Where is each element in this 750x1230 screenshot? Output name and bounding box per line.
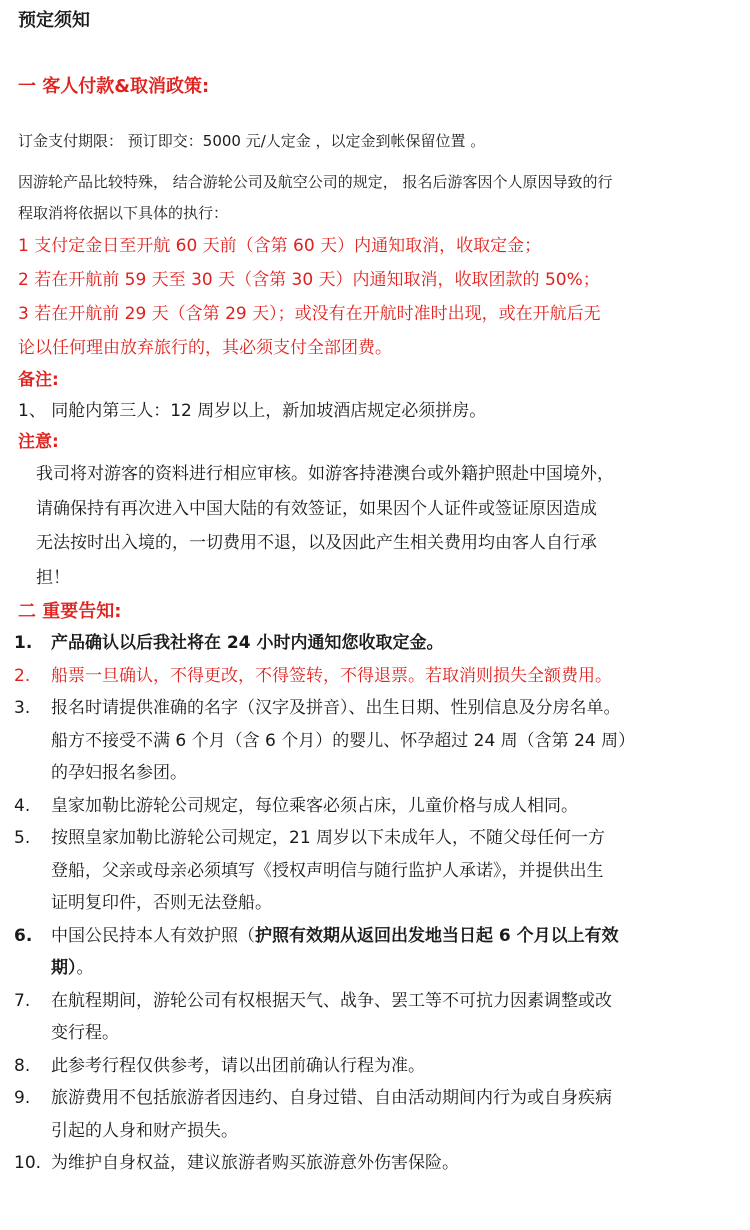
list-item — [14, 920, 736, 985]
cancel-rule-3-cont: 论以任何理由放弃旅行的，其必须支付全部团费。 — [18, 338, 392, 358]
list-item — [14, 985, 736, 1050]
item-text-line: 在航程期间，游轮公司有权根据天气、战争、罢工等不可抗力因素调整或改 — [51, 990, 612, 1011]
notice-line-2: 请确保持有再次进入中国大陆的有效签证，如果因个人证件或签证原因造成 — [36, 498, 597, 519]
list-item — [14, 822, 736, 920]
item-text-line — [51, 920, 736, 953]
item-number: 10. — [14, 1153, 42, 1173]
deposit-line: 订金支付期限： 预订即交：5000 元/人定金 ，以定金到帐保留位置 。 — [18, 132, 486, 150]
passport-prefix: 中国公民持本人有效护照（ — [51, 925, 255, 946]
item-number: 6. — [14, 925, 33, 946]
item-number: 5. — [14, 828, 31, 848]
item-text-line: 按照皇家加勒比游轮公司规定，21 周岁以下未成年人，不随父母任何一方 — [51, 828, 606, 848]
item-text — [51, 920, 736, 985]
item-text-line — [51, 952, 736, 985]
item-text — [51, 1082, 736, 1147]
cancel-rule-1: 1 支付定金日至开航 60 天前（含第 60 天）内通知取消，收取定金； — [18, 236, 542, 256]
item-text-line: 登船，父亲或母亲必须填写《授权声明信与随行监护人承诺》，并提供出生 — [51, 860, 604, 881]
list-item — [14, 627, 736, 660]
item-number: 4. — [14, 795, 31, 816]
passport-validity-bold-cont: 期） — [51, 958, 77, 978]
item-text-line: 船方不接受不满 6 个月（含 6 个月）的婴儿、怀孕超过 24 周（含第 24 周） — [51, 730, 636, 751]
item-text-line: 变行程。 — [51, 1023, 119, 1043]
item-text-line: 报名时请提供准确的名字（汉字及拼音）、出生日期、性别信息及分房名单。 — [51, 698, 621, 718]
item-text-line: 旅游费用不包括旅游者因违约、自身过错、自由活动期间内行为或自身疾病 — [51, 1088, 612, 1108]
remark-line: 1、 同舱内第三人：12 周岁以上，新加坡酒店规定必须拼房。 — [18, 401, 487, 421]
item-text: 为维护自身权益，建议旅游者购买旅游意外伤害保险。 — [51, 1153, 459, 1173]
item-text: 船票一旦确认，不得更改，不得签转，不得退票。若取消则损失全额费用。 — [51, 665, 612, 686]
intro-line-1: 因游轮产品比较特殊， 结合游轮公司及航空公司的规定， 报名后游客因个人原因导致的行 — [18, 173, 613, 191]
item-text — [51, 692, 736, 790]
item-number: 7. — [14, 990, 31, 1011]
notice-list — [14, 627, 736, 1180]
notice-line-3: 无法按时出入境的，一切费用不退，以及因此产生相关费用均由客人自行承 — [36, 533, 597, 553]
item-number: 9. — [14, 1088, 31, 1108]
notice-line-4: 担！ — [36, 567, 70, 588]
item-number: 3. — [14, 698, 31, 718]
passport-suffix: 。 — [76, 958, 94, 978]
list-item — [14, 1147, 736, 1180]
item-text-line: 的孕妇报名参团。 — [51, 763, 187, 783]
page-title: 预定须知 — [18, 10, 90, 31]
item-text: 产品确认以后我社将在 24 小时内通知您收取定金。 — [51, 633, 444, 653]
item-number: 2. — [14, 665, 31, 686]
passport-validity-bold: 护照有效期从返回出发地当日起 6 个月以上有效 — [255, 925, 619, 946]
section-1-heading: 一 客人付款&取消政策: — [18, 76, 210, 97]
item-text: 此参考行程仅供参考，请以出团前确认行程为准。 — [51, 1055, 425, 1076]
notice-line-1: 我司将对游客的资料进行相应审核。如游客持港澳台或外籍护照赴中国境外， — [36, 464, 614, 484]
cancel-rule-3: 3 若在开航前 29 天（含第 29 天）；或没有在开航时准时出现，或在开航后无 — [18, 304, 601, 324]
item-text: 皇家加勒比游轮公司规定，每位乘客必须占床，儿童价格与成人相同。 — [51, 795, 578, 816]
item-text-line: 引起的人身和财产损失。 — [51, 1120, 238, 1141]
intro-line-2: 程取消将依据以下具体的执行： — [18, 204, 229, 222]
cancel-rule-2: 2 若在开航前 59 天至 30 天（含第 30 天）内通知取消，收取团款的 50%； — [18, 270, 600, 290]
item-text-line: 证明复印件，否则无法登船。 — [51, 893, 272, 913]
item-text — [51, 822, 736, 920]
item-number: 1. — [14, 633, 33, 653]
list-item — [14, 1050, 736, 1083]
remark-label: 备注: — [18, 370, 59, 390]
notice-label: 注意: — [18, 432, 59, 452]
section-2-heading: 二 重要告知: — [18, 601, 122, 622]
item-number: 8. — [14, 1055, 31, 1076]
list-item — [14, 1082, 736, 1147]
item-text — [51, 985, 736, 1050]
list-item — [14, 692, 736, 790]
list-item — [14, 790, 736, 823]
list-item — [14, 660, 736, 693]
